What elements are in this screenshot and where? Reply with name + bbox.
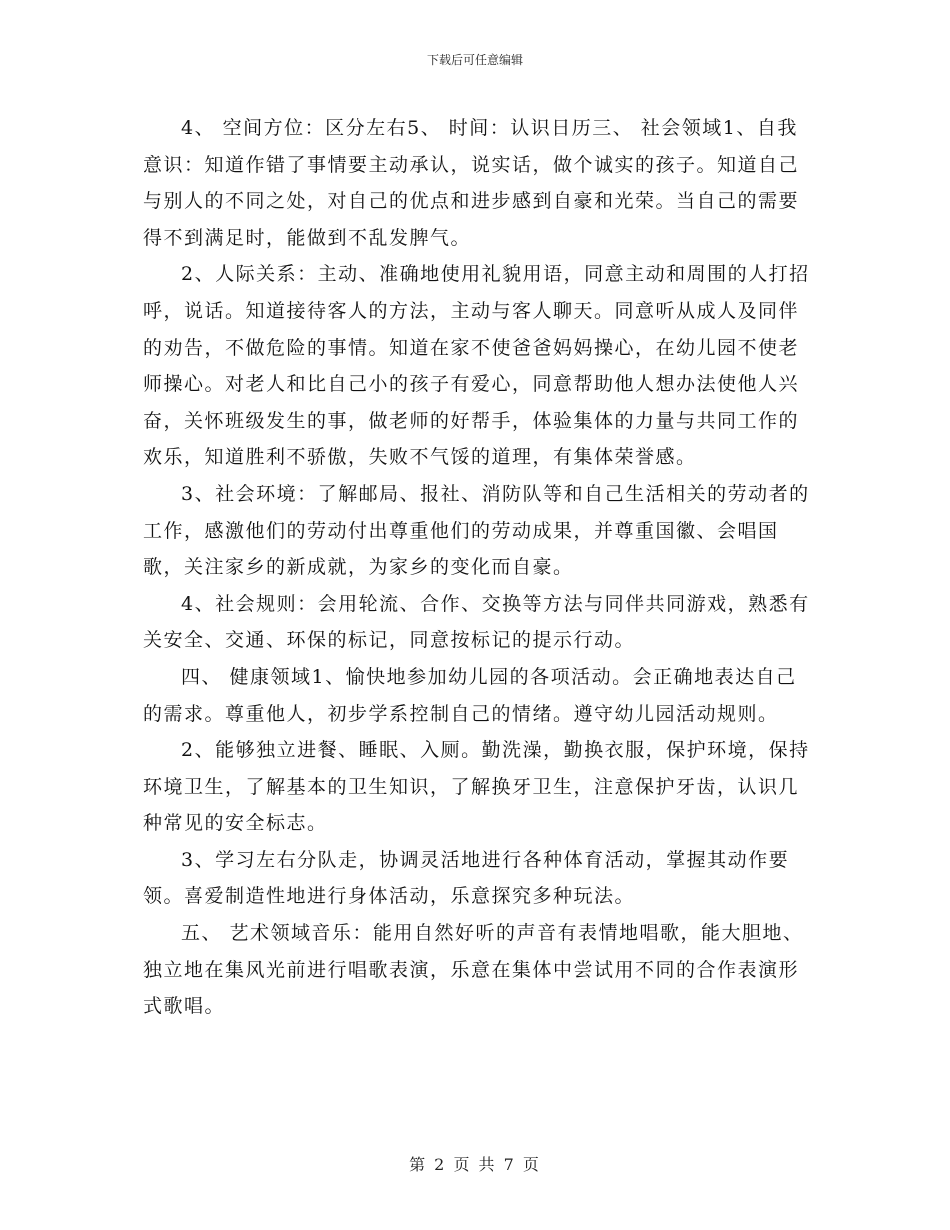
paragraph: 4、社会规则：会用轮流、合作、交换等方法与同伴共同游戏，熟悉有关安全、交通、环保的标记，同意按标记的提示行动。	[143, 592, 810, 652]
document-body	[143, 110, 813, 1025]
paragraph: 五、 艺术领域音乐：能用自然好听的声音有表情地唱歌，能大胆地、独立地在集风光前进行唱歌表演，乐意在集体中尝试用不同的合作表演形式歌唱。	[143, 922, 804, 1018]
paragraph: 4、 空间方位：区分左右5、 时间：认识日历三、 社会领域1、自我意识：知道作错了事情要主动承认，说实话，做个诚实的孩子。知道自己与别人的不同之处，对自己的优点和进步感到自豪和光荣。当自己的需要得不到满足时，能做到不乱发脾气。	[143, 117, 800, 249]
paragraph: 2、能够独立进餐、睡眠、入厕。勤洗澡，勤换衣服，保护环境，保持环境卫生，了解基本的卫生知识，了解换牙卫生，注意保护牙齿，认识几种常见的安全标志。	[143, 739, 810, 835]
page-number: 第 2 页 共 7 页	[409, 1155, 541, 1174]
page-header: 下载后可任意编辑	[426, 53, 523, 67]
paragraph: 3、社会环境：了解邮局、报社、消防队等和自己生活相关的劳动者的工作，感激他们的劳动付出尊重他们的劳动成果，并尊重国徽、会唱国歌，关注家乡的新成就，为家乡的变化而自豪。	[143, 482, 810, 579]
paragraph: 四、 健康领域1、愉快地参加幼儿园的各项活动。会正确地表达自己的需求。尊重他人，初步学系控制自己的情绪。遵守幼儿园活动规则。	[143, 665, 797, 725]
paragraph: 2、人际关系：主动、准确地使用礼貌用语，同意主动和周围的人打招呼，说话。知道接待客人的方法，主动与客人聊天。同意听从成人及同伴的劝告，不做危险的事情。知道在家不使爸爸妈妈操心，在幼儿园不使老师操心。对老人和比自己小的孩子有爱心，同意帮助他人想办法使他人兴奋，关怀班级发生的事，做老师的好帮手，体验集体的力量与共同工作的欢乐，知道胜利不骄傲，失败不气馁的道理，有集体荣誉感。	[143, 263, 810, 469]
paragraph: 3、学习左右分队走，协调灵活地进行各种体育活动，掌握其动作要领。喜爱制造性地进行身体活动，乐意探究多种玩法。	[143, 848, 790, 908]
